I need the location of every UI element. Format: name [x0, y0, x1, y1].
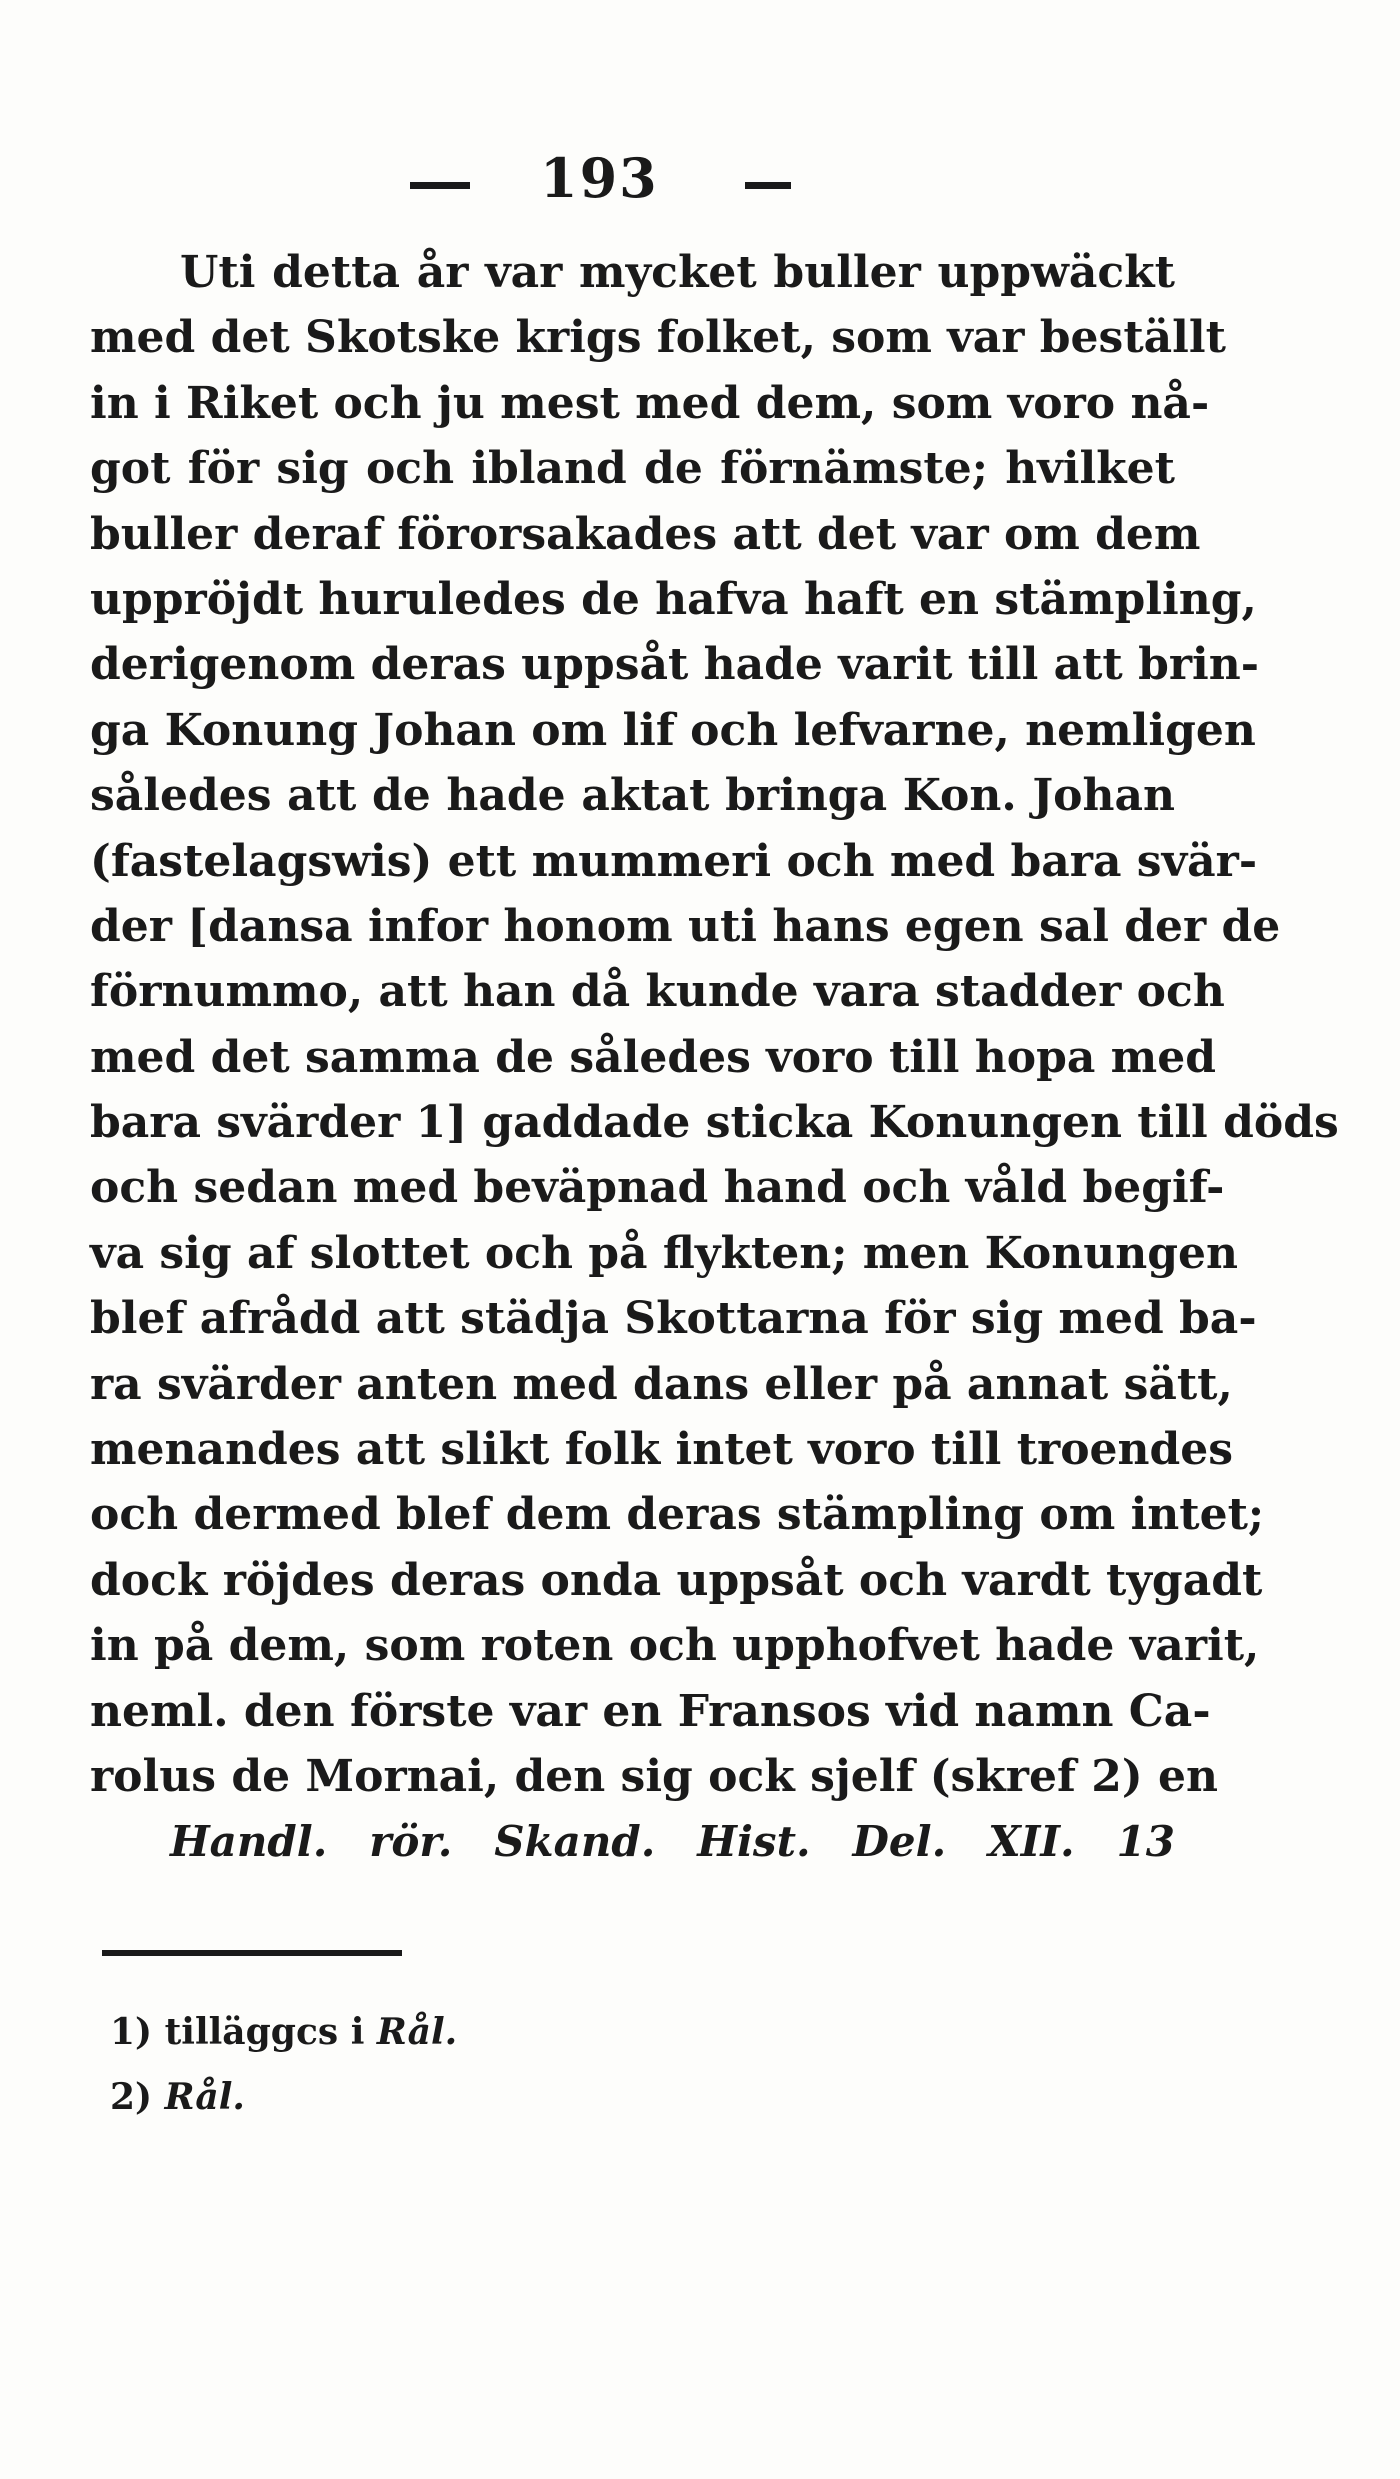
- catchline-text: Handl. rör. Skand. Hist. Del. XII.: [170, 1817, 1075, 1867]
- footnote: [110, 2000, 710, 2065]
- text-line: bara svärder 1] gaddade sticka Konungen till döds: [90, 1097, 1339, 1149]
- footnotes: [110, 2000, 710, 2130]
- text-line: ga Konung Johan om lif och lefvarne, nemligen: [90, 704, 1256, 756]
- text-line: buller deraf förorsakades att det var om dem: [90, 508, 1201, 560]
- footnote: [110, 2065, 710, 2130]
- text-line: blef afrådd att städja Skottarna för sig med ba-: [90, 1293, 1257, 1345]
- text-line: med det samma de således voro till hopa med: [90, 1031, 1216, 1083]
- text-line: der [dansa infor honom uti hans egen sal der de: [90, 900, 1281, 952]
- header-dash-left: [410, 182, 470, 189]
- footnote-source: Rål.: [376, 2011, 458, 2053]
- text-line: således att de hade aktat bringa Kon. Johan: [90, 770, 1175, 822]
- body-text: [90, 240, 1339, 1875]
- header-dash-right: [745, 182, 791, 189]
- footnote-marker: 2): [110, 2076, 153, 2118]
- signature-mark: 13: [1116, 1817, 1175, 1867]
- text-line: dock röjdes deras onda uppsåt och vardt tygadt: [90, 1554, 1263, 1606]
- text-line: förnummo, att han då kunde vara stadder och: [90, 966, 1225, 1018]
- text-line: och sedan med beväpnad hand och våld begif-: [90, 1162, 1225, 1214]
- text-line: och dermed blef dem deras stämpling om intet;: [90, 1489, 1265, 1541]
- text-line: (fastelagswis) ett mummeri och med bara svär-: [90, 835, 1258, 887]
- text-line: Uti detta år var mycket buller uppwäckt: [180, 247, 1175, 298]
- text-line: ra svärder anten med dans eller på annat sätt,: [90, 1358, 1233, 1410]
- footnote-marker: 1): [110, 2011, 153, 2053]
- footnote-rule: [102, 1950, 402, 1956]
- text-line: rolus de Mornai, den sig ock sjelf (skref 2) en: [90, 1750, 1218, 1802]
- text-line: uppröjdt huruledes de hafva haft en stämpling,: [90, 573, 1257, 625]
- page-header: [0, 140, 1400, 220]
- footnote-text: tilläggcs i: [164, 2011, 365, 2053]
- page-number: 193: [540, 146, 659, 210]
- text-line: va sig af slottet och på flykten; men Konungen: [90, 1227, 1238, 1279]
- text-line: derigenom deras uppsåt hade varit till att brin-: [90, 639, 1259, 691]
- text-line: got för sig och ibland de förnämste; hvilket: [90, 443, 1175, 495]
- text-line: in på dem, som roten och upphofvet hade varit,: [90, 1620, 1260, 1672]
- text-line: med det Skotske krigs folket, som var beställt: [90, 312, 1226, 364]
- text-line: in i Riket och ju mest med dem, som voro nå-: [90, 377, 1210, 429]
- text-line: menandes att slikt folk intet voro till troendes: [90, 1424, 1234, 1476]
- text-line: neml. den förste var en Fransos vid namn Ca-: [90, 1685, 1211, 1737]
- footnote-source: Rål.: [164, 2076, 245, 2118]
- signature-line: [90, 1809, 1175, 1874]
